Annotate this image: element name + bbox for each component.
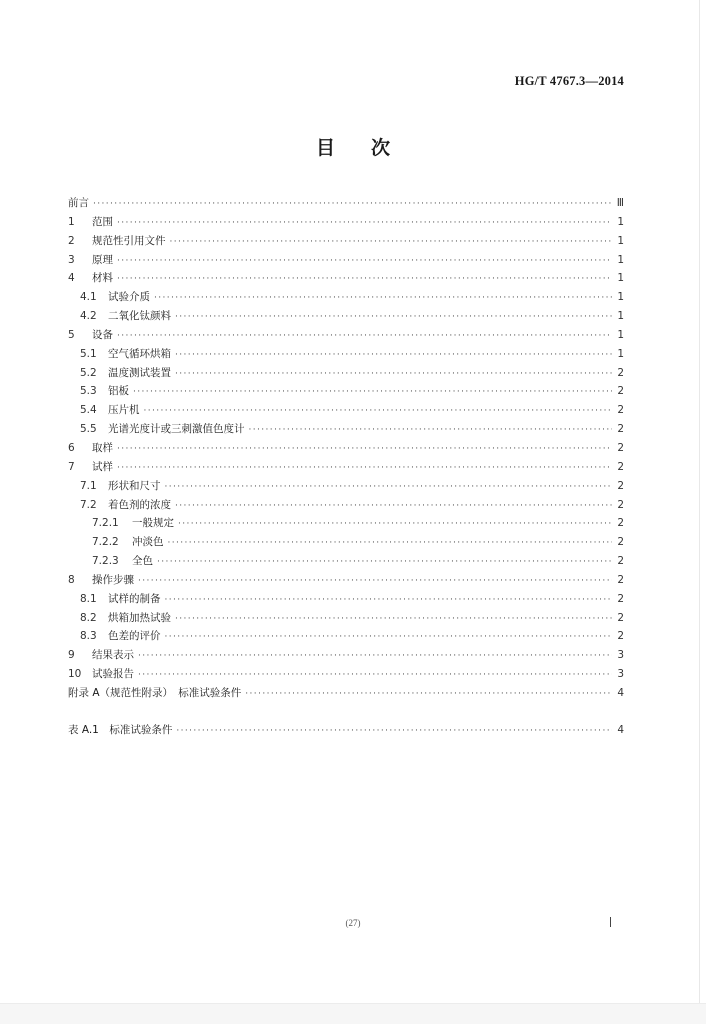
toc-leader-dots [138,572,612,591]
toc-entry-page: 2 [617,460,624,473]
toc-entry-label: 温度测试装置 [108,366,171,379]
toc-leader-dots [138,666,612,685]
toc-entry-label: 压片机 [108,404,140,417]
toc-entry-number: 4.2 [80,310,97,323]
toc-entry-page: Ⅲ [616,197,624,209]
toc-leader-dots [93,195,612,214]
toc-entry-label: 操作步骤 [92,573,134,586]
toc-entry[interactable] [68,665,624,684]
toc-entry-number: 5.4 [80,404,97,417]
toc-entry-page: 2 [617,573,624,586]
toc-leader-dots [175,365,612,384]
toc-entry[interactable] [68,514,624,533]
toc-entry-page: 1 [617,272,624,285]
footer-page-number: (27) [345,918,361,928]
toc-entry-page: 2 [617,611,624,624]
toc-entry-label: 空气循环烘箱 [108,347,171,360]
toc-entry-label: 试验介质 [108,291,150,304]
toc-title [0,133,706,160]
toc-entry-number: 6 [68,441,75,454]
toc-entry-label: 色差的评价 [108,630,161,643]
toc-leader-dots [175,497,612,516]
toc-entry-page: 2 [617,366,624,379]
corner-mark [610,917,611,927]
toc-leader-dots [165,628,613,647]
toc-entry-number: 9 [68,649,75,662]
toc-entry[interactable] [68,401,624,420]
toc-leader-dots [165,591,613,610]
toc-entry-number: 7 [68,460,75,473]
toc-entry[interactable] [68,590,624,609]
toc-entry-number: 7.2 [80,498,97,511]
toc-leader-dots [175,308,612,327]
toc-entry[interactable] [68,326,624,345]
toc-entry-page: 2 [617,536,624,549]
toc-entry-label: 原理 [92,253,113,266]
toc-leader-dots [165,478,613,497]
standard-code: HG/T 4767.3—2014 [514,74,624,88]
toc-entry-label: 规范性引用文件 [92,234,166,247]
toc-leader-dots [157,553,612,572]
toc-entry[interactable] [68,533,624,552]
toc-entry-page: 2 [617,630,624,643]
toc-title-part1: 目 [315,137,335,159]
toc-entry-label: 试样 [92,460,113,473]
toc-entry-page: 2 [617,555,624,568]
toc-leader-dots [117,440,612,459]
toc-leader-dots [170,233,613,252]
toc-leader-dots [117,214,612,233]
toc-entry-label: 附录 A（规范性附录） 标准试验条件 [68,686,242,699]
toc-leader-dots [175,346,612,365]
toc-entry[interactable] [68,364,624,383]
toc-entry-number: 5.1 [80,347,97,360]
toc-leader-dots [117,270,612,289]
toc-entry[interactable] [68,684,624,703]
toc-entry-page: 2 [617,404,624,417]
toc-entry-label: 试验报告 [92,668,134,681]
toc-entry[interactable] [68,288,624,307]
toc-entry-label: 全色 [132,555,153,568]
toc-entry-label: 一般规定 [132,517,174,530]
toc-entry-page: 2 [617,479,624,492]
toc-entry[interactable] [68,382,624,401]
toc-entry-label: 形状和尺寸 [108,479,161,492]
toc-entry-label: 光谱光度计或三刺激值色度计 [108,423,245,436]
toc-entry[interactable] [68,232,624,251]
toc-entry-page: 1 [617,328,624,341]
toc-entry-number: 7.1 [80,479,97,492]
toc-entry-label: 冲淡色 [132,536,164,549]
toc-leader-dots [154,289,612,308]
toc-entry-number: 1 [68,215,75,228]
toc-entry-number: 8.2 [80,611,97,624]
toc-entry-page: 1 [617,310,624,323]
toc-entry[interactable] [68,496,624,515]
toc-entry[interactable] [68,439,624,458]
table-of-contents [68,194,624,740]
toc-entry-page: 3 [617,649,624,662]
toc-leader-dots [133,383,612,402]
toc-entry[interactable] [68,571,624,590]
toc-entry-label: 范围 [92,215,113,228]
toc-entry-label: 表 A.1 标准试验条件 [68,723,173,736]
toc-entry-page: 4 [617,723,624,736]
toc-entry-number: 5.5 [80,423,97,436]
toc-entry-label: 着色剂的浓度 [108,498,171,511]
toc-entry-page: 2 [617,517,624,530]
toc-title-part2: 次 [371,137,391,159]
toc-entry-number: 8.3 [80,630,97,643]
toc-entry-page: 2 [617,498,624,511]
toc-entry-page: 1 [617,291,624,304]
toc-entry-label: 烘箱加热试验 [108,611,171,624]
toc-entry[interactable] [68,646,624,665]
toc-entry-label: 试样的制备 [108,592,161,605]
toc-leader-dots [168,534,613,553]
toc-leader-dots [249,421,613,440]
toc-entry-label: 材料 [92,272,113,285]
toc-entry-label: 取样 [92,441,113,454]
toc-entry[interactable] [68,627,624,646]
toc-entry-number: 10 [68,668,82,681]
toc-entry-number: 8 [68,573,75,586]
toc-entry-page: 4 [617,686,624,699]
toc-leader-dots [117,252,612,271]
toc-leader-dots [175,610,612,629]
toc-entry-number: 7.2.2 [92,536,119,549]
toc-entry-number: 2 [68,234,75,247]
toc-entry-page: 1 [617,234,624,247]
toc-leader-dots [138,647,612,666]
toc-leader-dots [117,327,612,346]
toc-entry-page: 3 [617,668,624,681]
toc-entry[interactable] [68,420,624,439]
toc-entry[interactable] [68,194,624,213]
toc-entry[interactable] [68,477,624,496]
toc-leader-dots [117,459,612,478]
toc-entry[interactable] [68,345,624,364]
toc-entry-number: 5 [68,328,75,341]
toc-entry-label: 前言 [68,197,89,209]
toc-entry-label: 二氧化钛颜料 [108,310,171,323]
toc-entry[interactable] [68,213,624,232]
toc-entry-label: 结果表示 [92,649,134,662]
toc-entry-number: 4.1 [80,291,97,304]
toc-leader-dots [144,402,613,421]
toc-entry-number: 5.2 [80,366,97,379]
toc-entry[interactable] [68,458,624,477]
toc-entry[interactable] [68,609,624,628]
toc-leader-dots [245,685,612,704]
toc-entry-page: 1 [617,253,624,266]
toc-entry[interactable] [68,251,624,270]
toc-entry-page: 1 [617,347,624,360]
toc-entry[interactable] [68,552,624,571]
toc-entry-page: 2 [617,385,624,398]
toc-entry-number: 5.3 [80,385,97,398]
toc-entry[interactable] [68,721,624,740]
toc-entry-label: 设备 [92,328,113,341]
toc-entry-page: 2 [617,592,624,605]
toc-entry-page: 1 [617,215,624,228]
toc-entry-number: 8.1 [80,592,97,605]
toc-leader-dots [178,515,612,534]
toc-entry[interactable] [68,269,624,288]
toc-entry-number: 7.2.1 [92,517,119,530]
toc-entry-number: 4 [68,272,75,285]
toc-leader-dots [176,722,612,741]
toc-entry-number: 7.2.3 [92,555,119,568]
viewer-bottom-band [0,1003,706,1024]
toc-entry[interactable] [68,307,624,326]
toc-entry-label: 铝板 [108,385,129,398]
toc-entry-page: 2 [617,423,624,436]
toc-entry-number: 3 [68,253,75,266]
toc-entry-page: 2 [617,441,624,454]
